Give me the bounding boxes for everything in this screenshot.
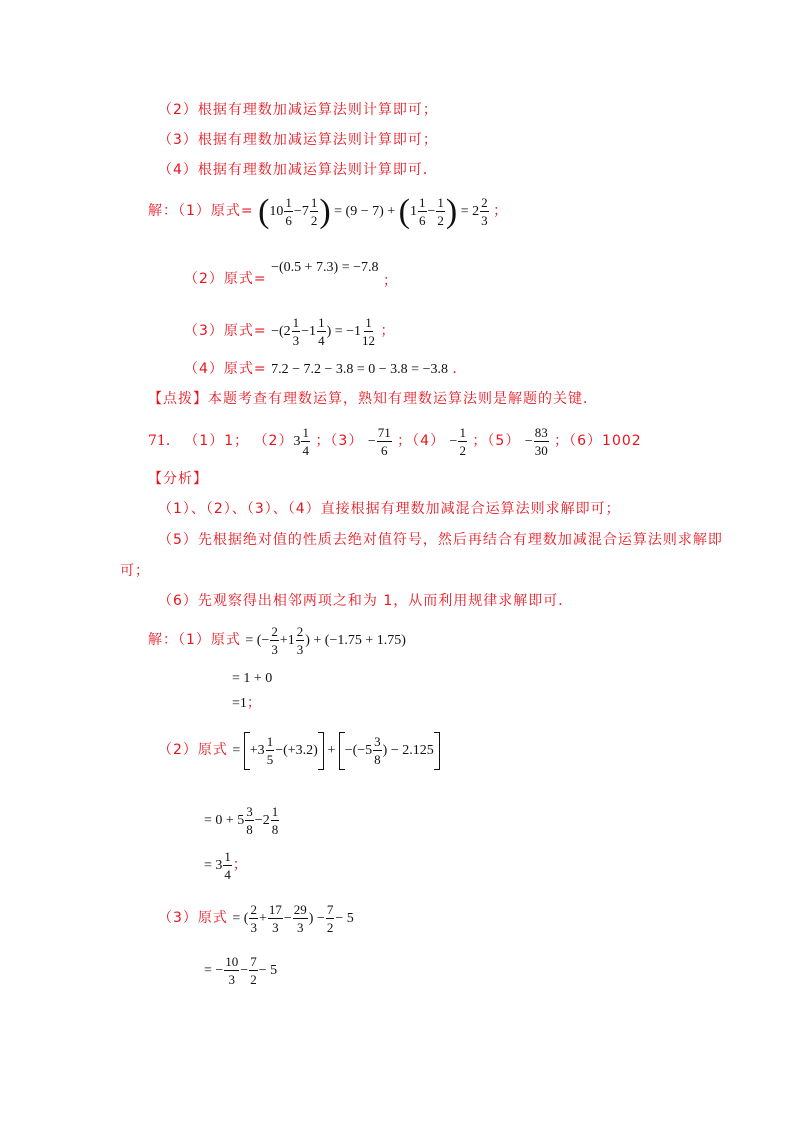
math-result: =1 [232,696,247,711]
solution-line-3 [184,313,394,350]
solution-line-1 [148,190,507,233]
math-step-prefix: = 3 [204,858,223,873]
separator: ； [232,857,247,873]
analysis-paragraph-2-cont: 可； [120,563,150,579]
math-step-prefix: = − [204,963,224,978]
math-expression-71-3: = ( $\frac{2}{3}$ + $\frac{17}{3}$ − $\frac{29}{3}$ ) − $\frac{7}{2}$ − 5 [232,902,354,936]
solution-label-3: （3）原式= [184,323,267,339]
answer-3-value: − $\frac{71}{6}$ [367,425,391,459]
answer-3-label: ；（3） [315,433,364,449]
answer-1: （1）1； [184,433,250,449]
analysis-paragraph-2: （5）先根据绝对值的性质去绝对值符号，然后再结合有理数加减混合运算法则求解即 [158,532,723,548]
math-step-71-2b [204,803,280,838]
math-step-71-2c [204,848,247,883]
math-expression-3: −(2 $\frac{1}{3}$ −1 $\frac{1}{4}$ ) = −1 $\frac{1}{12}$ [271,315,376,349]
answer-6: ；（6）1002 [554,433,642,449]
tip-tag: 【点拨】 [148,391,208,407]
separator: ； [380,323,395,339]
answer-4-label: ；（4） [397,433,446,449]
question-number: 71． [148,433,180,449]
answer-2-label: （2） [253,433,294,449]
analysis-paragraph-1: （1）、（2）、（3）、（4）直接根据有理数加减混合运算法则求解即可； [158,501,621,517]
analysis-item-4: （4）根据有理数加减运算法则计算即可． [158,162,438,178]
answer-2-value: 3 $\frac{1}{4}$ [293,425,309,459]
separator: ． [452,361,467,377]
math-expression-1: (10 $\frac{1}{6}$ −7 $\frac{1}{2}$ ) = (9 − 7) + (1 $\frac{1}{6}$ − $\frac{1}{2}$ ) = 2 $\frac{2}{3}$ [258,192,488,230]
math-step-prefix: = 0 + 5 [204,813,245,828]
answer-5-value: − $\frac{83}{30}$ [524,425,548,459]
solution71-line-3 [158,900,354,937]
solution-line-2 [184,258,397,289]
math-step-71-1b: = 1 + 0 [232,671,273,686]
answer-5-label: ；（5） [472,433,521,449]
math-fraction-group: $\frac{3}{8}$ −2 $\frac{1}{8}$ [246,804,279,838]
answer-4-value: − $\frac{1}{2}$ [449,425,466,459]
solution71-line-1 [148,622,406,659]
solution71-label-3: （3）原式 [158,910,228,926]
answer-line-71 [148,423,642,460]
solution-label-4: （4）原式= [184,361,267,377]
analysis-paragraph-3: （6）先观察得出相邻两项之和为 1，从而利用规律求解即可． [158,593,574,609]
solution-label-2: （2）原式= [184,271,267,287]
solution-line-4 [184,360,466,379]
math-fraction: $\frac{1}{4}$ [224,849,231,883]
math-fraction-group: $\frac{10}{3}$ − $\frac{7}{2}$ − 5 [225,954,278,988]
tip-text: 本题考查有理数运算，熟知有理数运算法则是解题的关键． [208,391,598,407]
math-expression-4: 7.2 − 7.2 − 3.8 = 0 − 3.8 = −3.8 [271,362,448,377]
math-step-71-3b [204,952,277,989]
solution71-label-2: （2）原式 [158,742,228,758]
analysis-tag: 【分析】 [148,471,208,487]
math-expression-71-1: = (− $\frac{2}{3}$ +1 $\frac{2}{3}$ ) + (−1.75 + 1.75) [245,624,406,658]
solution71-line-2 [158,728,440,773]
solution71-label-1: 解：（1）原式 [148,632,241,648]
solution-label-1: 解：（1）原式= [148,203,254,219]
separator: ； [493,203,508,219]
analysis-item-2: （2）根据有理数加减运算法则计算即可； [158,102,438,118]
math-expression-2: −(0.5 + 7.3) = −7.8 [271,260,379,275]
tip-line [148,390,598,408]
math-expression-71-2: = +3 $\frac{1}{5}$ −(+3.2) + −(−5 $\frac{3}{8}$ ) − 2.125 [232,743,439,758]
separator: ； [382,273,397,289]
separator: ； [246,695,261,711]
math-step-71-1c [232,694,261,713]
analysis-item-3: （3）根据有理数加减运算法则计算即可； [158,132,438,148]
